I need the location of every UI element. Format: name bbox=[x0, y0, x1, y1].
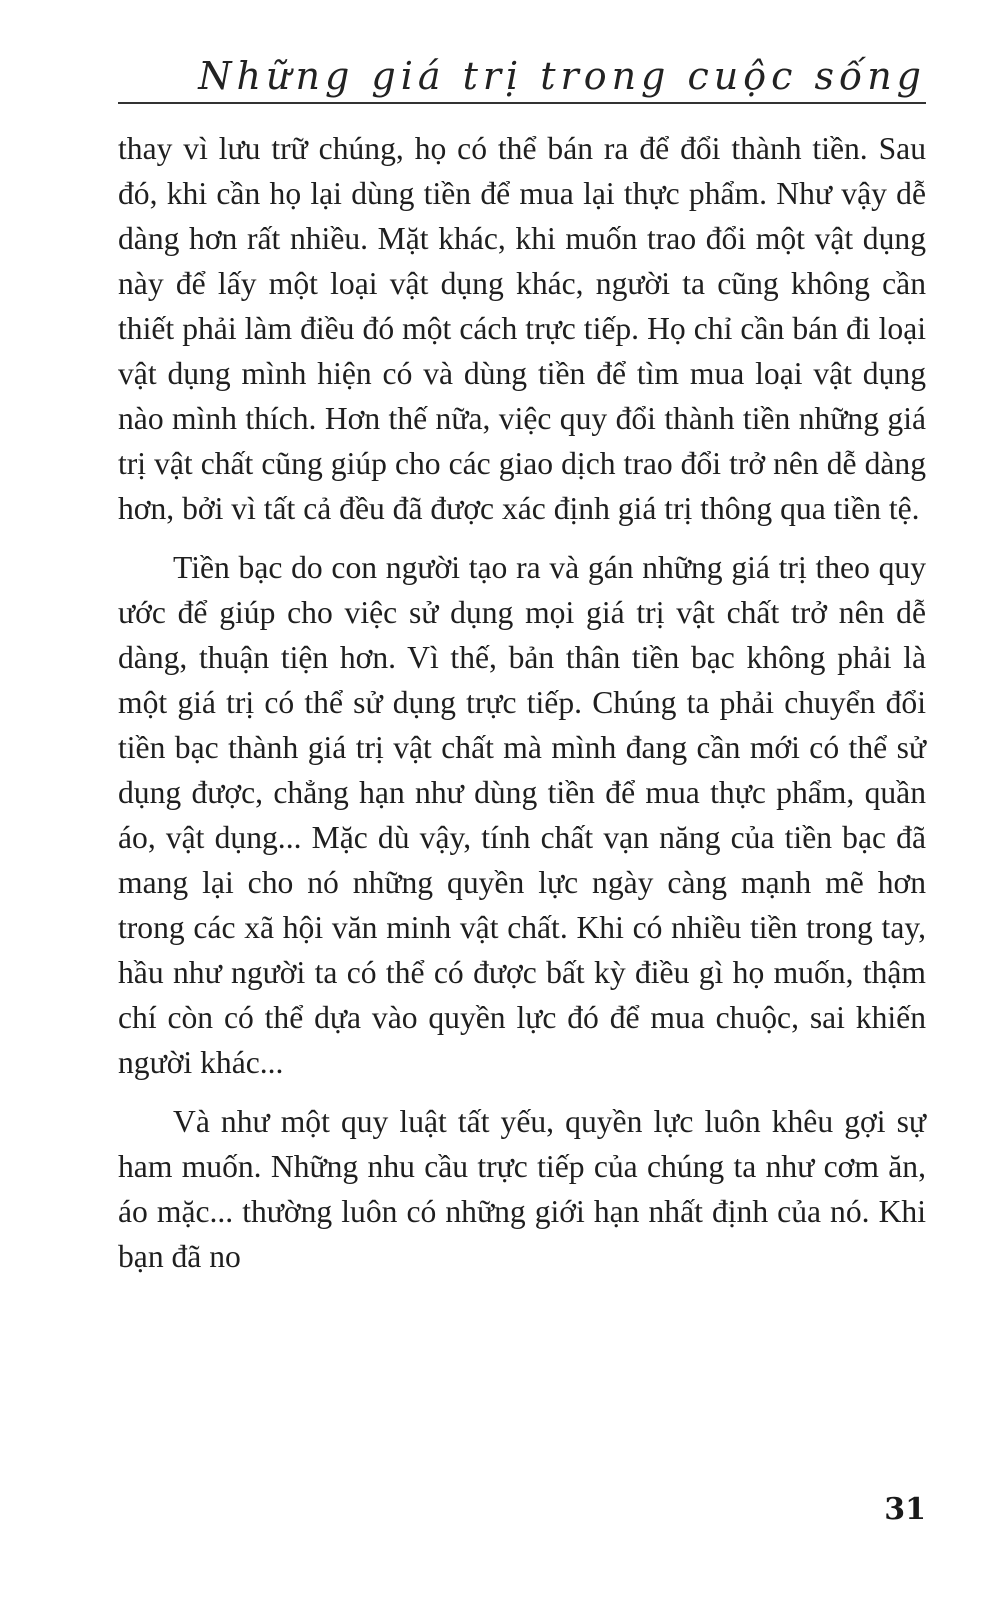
page-number: 31 bbox=[884, 1492, 926, 1527]
body-text bbox=[118, 126, 926, 1293]
running-header-title: Những giá trị trong cuộc sống bbox=[198, 54, 926, 98]
header-divider bbox=[118, 102, 926, 104]
paragraph-3: Và như một quy luật tất yếu, quyền lực luôn khêu gợi sự ham muốn. Những nhu cầu trực tiếp của chúng ta như cơm ăn, áo mặc... thường luôn có những giới hạn nhất định của nó. Khi bạn đã no bbox=[118, 1104, 926, 1274]
paragraph-1: thay vì lưu trữ chúng, họ có thể bán ra để đổi thành tiền. Sau đó, khi cần họ lại dùng tiền để mua lại thực phẩm. Như vậy dễ dàng hơn rất nhiều. Mặt khác, khi muốn trao đổi một vật dụng này để lấy một loại vật dụng khác, người ta cũng không cần thiết phải làm điều đó một cách trực tiếp. Họ chỉ cần bán đi loại vật dụng mình hiện có và dùng tiền để tìm mua loại vật dụng nào mình thích. Hơn thế nữa, việc quy đổi thành tiền những giá trị vật chất cũng giúp cho các giao dịch trao đổi trở nên dễ dàng hơn, bởi vì tất cả đều đã được xác định giá trị thông qua tiền tệ. bbox=[118, 131, 926, 526]
paragraph-2: Tiền bạc do con người tạo ra và gán những giá trị theo quy ước để giúp cho việc sử dụng mọi giá trị vật chất trở nên dễ dàng, thuận tiện hơn. Vì thế, bản thân tiền bạc không phải là một giá trị có thể sử dụng trực tiếp. Chúng ta phải chuyển đổi tiền bạc thành giá trị vật chất mà mình đang cần mới có thể sử dụng được, chẳng hạn như dùng tiền để mua thực phẩm, quần áo, vật dụng... Mặc dù vậy, tính chất vạn năng của tiền bạc đã mang lại cho nó những quyền lực ngày càng mạnh mẽ hơn trong các xã hội văn minh vật chất. Khi có nhiều tiền trong tay, hầu như người ta có thể có được bất kỳ điều gì họ muốn, thậm chí còn có thể dựa vào quyền lực đó để mua chuộc, sai khiến người khác... bbox=[118, 550, 926, 1080]
